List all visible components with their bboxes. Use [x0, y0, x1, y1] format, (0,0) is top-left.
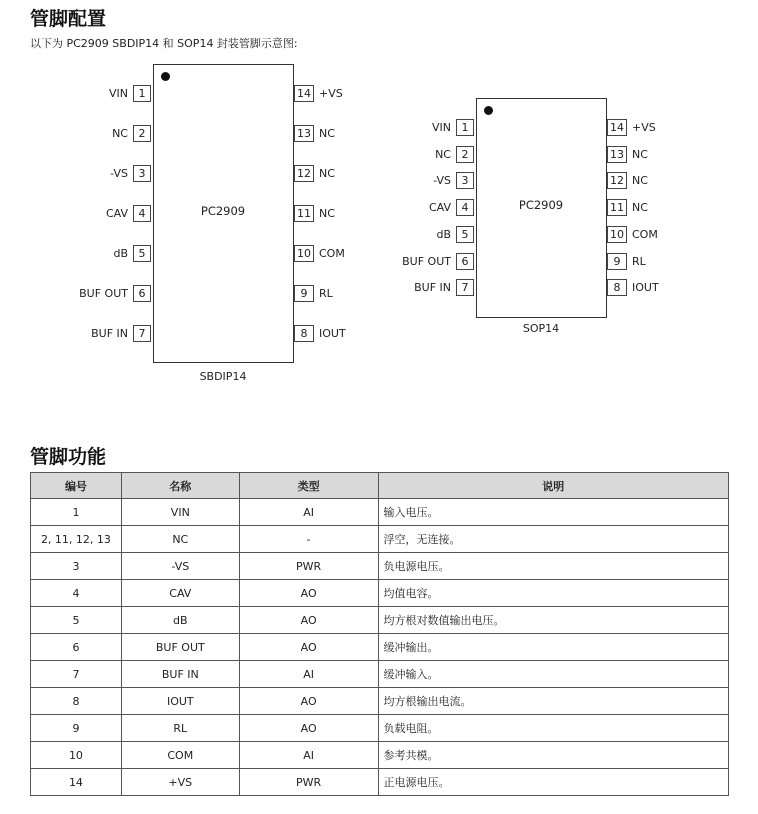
pin-description-cell: 缓冲输入。: [378, 661, 728, 688]
pin-number-box: 12: [607, 172, 627, 189]
pin-description-cell: 均值电容。: [378, 580, 728, 607]
pin-number-box: 11: [294, 205, 314, 222]
sbdip14-part-label: PC2909: [200, 204, 246, 218]
pin-number-box: 6: [133, 285, 151, 302]
pin-number-box: 9: [294, 285, 314, 302]
section-title-pin-config: 管脚配置: [30, 8, 107, 30]
pin-type-cell: AO: [239, 715, 378, 742]
pin-number-box: 13: [607, 146, 627, 163]
pin-name-label: VIN: [432, 121, 451, 134]
pin-number-cell: 1: [31, 499, 122, 526]
pin-number-box: 14: [294, 85, 314, 102]
pin-number-box: 1: [133, 85, 151, 102]
pin-type-cell: AO: [239, 607, 378, 634]
pin-number-cell: 4: [31, 580, 122, 607]
pin-function-table: [30, 472, 729, 796]
pin-number-cell: 2, 11, 12, 13: [31, 526, 122, 553]
pin-name-label: -VS: [110, 167, 128, 180]
table-row: [31, 688, 729, 715]
pin-number-box: 3: [456, 172, 474, 189]
pin-name-cell: IOUT: [121, 688, 239, 715]
pin-name-cell: BUF IN: [121, 661, 239, 688]
pin-name-label: CAV: [428, 201, 451, 215]
table-row: [31, 715, 729, 742]
pin-name-label: IOUT: [319, 327, 346, 340]
column-header: 类型: [239, 473, 378, 499]
table-row: [31, 742, 729, 769]
pin-number-cell: 10: [31, 742, 122, 769]
pin-number-box: 14: [607, 119, 627, 136]
pin-description-cell: 负电源电压。: [378, 553, 728, 580]
pin-number-box: 6: [456, 253, 474, 270]
pin-description-cell: 参考共模。: [378, 742, 728, 769]
pin-type-cell: AO: [239, 634, 378, 661]
pin-number-cell: 9: [31, 715, 122, 742]
pin-name-cell: VIN: [121, 499, 239, 526]
pin-name-cell: CAV: [121, 580, 239, 607]
pin-number-box: 4: [133, 205, 151, 222]
pin-name-cell: BUF OUT: [121, 634, 239, 661]
pin-name-label: BUF IN: [414, 281, 451, 295]
pin-number-cell: 14: [31, 769, 122, 796]
pin-type-cell: AO: [239, 580, 378, 607]
pin-number-box: 5: [456, 226, 474, 243]
pin-name-label: NC: [319, 167, 335, 180]
pin1-marker-dot: [484, 106, 493, 115]
pin-description-cell: 正电源电压。: [378, 769, 728, 796]
pin-type-cell: AI: [239, 499, 378, 526]
pin-number-cell: 7: [31, 661, 122, 688]
pin-name-label: VIN: [109, 87, 128, 100]
pin-name-label: BUF OUT: [402, 254, 451, 268]
pin-number-box: 13: [294, 125, 314, 142]
pin-name-label: NC: [319, 207, 335, 220]
pin-description-cell: 缓冲输出。: [378, 634, 728, 661]
pin-type-cell: AI: [239, 661, 378, 688]
pin-type-cell: AI: [239, 742, 378, 769]
pin-name-cell: +VS: [121, 769, 239, 796]
pin-name-cell: COM: [121, 742, 239, 769]
pin-description-cell: 负载电阻。: [378, 715, 728, 742]
pin-number-box: 5: [133, 245, 151, 262]
pin-name-label: RL: [319, 287, 333, 300]
pin-name-label: dB: [113, 247, 128, 260]
pin-number-box: 4: [456, 199, 474, 216]
table-row: [31, 580, 729, 607]
pin-name-label: COM: [632, 227, 658, 241]
pin-name-label: IOUT: [632, 281, 659, 295]
pin-number-box: 8: [607, 279, 627, 296]
pin-name-cell: RL: [121, 715, 239, 742]
section-title-pin-functions: 管脚功能: [30, 446, 107, 468]
pin-name-label: dB: [436, 227, 451, 241]
pin-number-box: 2: [133, 125, 151, 142]
pin-name-label: NC: [632, 147, 648, 161]
pin-number-cell: 3: [31, 553, 122, 580]
table-row: [31, 499, 729, 526]
pin-number-box: 9: [607, 253, 627, 270]
pin-name-label: +VS: [632, 121, 656, 134]
pin-number-box: 2: [456, 146, 474, 163]
pin-description-cell: 均方根对数值输出电压。: [378, 607, 728, 634]
pin-type-cell: PWR: [239, 769, 378, 796]
pin-name-label: COM: [319, 247, 345, 260]
pin-name-label: NC: [319, 127, 335, 140]
pin-name-label: +VS: [319, 87, 343, 100]
pin-number-box: 7: [133, 325, 151, 342]
pin-type-cell: AO: [239, 688, 378, 715]
table-row: [31, 634, 729, 661]
table-row: [31, 526, 729, 553]
intro-text: 以下为 PC2909 SBDIP14 和 SOP14 封装管脚示意图:: [30, 37, 298, 50]
column-header: 名称: [121, 473, 239, 499]
pin-description-cell: 输入电压。: [378, 499, 728, 526]
pin-number-box: 7: [456, 279, 474, 296]
pin-number-box: 8: [294, 325, 314, 342]
sbdip14-package-label: SBDIP14: [199, 370, 247, 383]
pin-name-cell: NC: [121, 526, 239, 553]
sop14-part-label: PC2909: [518, 198, 564, 212]
pin-description-cell: 均方根输出电流。: [378, 688, 728, 715]
pin-name-label: RL: [632, 254, 646, 268]
pin-number-cell: 8: [31, 688, 122, 715]
pin-type-cell: PWR: [239, 553, 378, 580]
pin-name-label: CAV: [105, 207, 128, 220]
pin-number-cell: 5: [31, 607, 122, 634]
pin-type-cell: -: [239, 526, 378, 553]
pin-name-label: BUF IN: [91, 327, 128, 340]
pin-name-cell: -VS: [121, 553, 239, 580]
pin-number-box: 3: [133, 165, 151, 182]
pin-number-cell: 6: [31, 634, 122, 661]
column-header: 编号: [31, 473, 122, 499]
pin-number-box: 10: [607, 226, 627, 243]
pin-number-box: 10: [294, 245, 314, 262]
table-header-row: [31, 473, 729, 499]
pin-number-box: 1: [456, 119, 474, 136]
pin-number-box: 11: [607, 199, 627, 216]
pin-name-label: NC: [435, 147, 451, 161]
sop14-package-label: SOP14: [522, 322, 560, 335]
pin-name-label: BUF OUT: [79, 287, 128, 300]
pin-name-label: -VS: [433, 174, 451, 188]
pin-name-label: NC: [632, 174, 648, 188]
pin-name-label: NC: [112, 127, 128, 140]
pin1-marker-dot: [161, 72, 170, 81]
pin-name-cell: dB: [121, 607, 239, 634]
table-row: [31, 607, 729, 634]
table-row: [31, 553, 729, 580]
pin-number-box: 12: [294, 165, 314, 182]
column-header: 说明: [378, 473, 728, 499]
table-row: [31, 769, 729, 796]
table-row: [31, 661, 729, 688]
pin-name-label: NC: [632, 201, 648, 215]
pin-description-cell: 浮空，无连接。: [378, 526, 728, 553]
